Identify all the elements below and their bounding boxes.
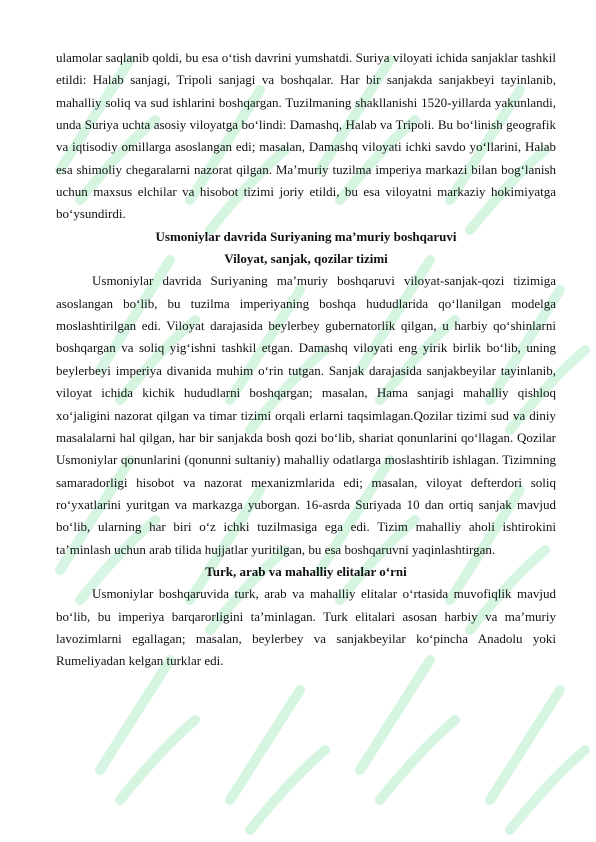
paragraph-elites: Usmoniylar boshqaruvida turk, arab va mahalliy elitalar o‘rtasida muvofiqlik mavjud bo‘lib, bu imperiya barqarorligini ta’minlagan. Turk elitalari asosan harbiy va ma’muriy lavozimlarni egallagan; masalan, beylerbey va sanjakbeyilar ko‘pincha Anadolu yoki Rumeliyadan kelgan turklar edi. xyxy=(56,586,556,669)
watermark-stroke xyxy=(100,660,195,800)
section-heading: Usmoniylar davrida Suriyaning ma’muriy boshqaruvi xyxy=(155,228,457,244)
paragraph-administration: Usmoniylar davrida Suriyaning ma’muriy boshqaruvi viloyat-sanjak-qozi tizimiga asoslangan bo‘lib, bu tuzilma imperiyaning boshqa hududlarida qo‘llanilgan modelga moslashtirilgan edi. Viloyat darajasida beylerbey gubernatorlik qilgan, u harbiy qo‘shinlarni boshqargan va soliq yig‘ishni tashkil etgan. Damashq viloyati eng yirik birlik bo‘lib, uning beylerbeyi imperiya divanida muhim o‘rin tutgan. Sanjak darajasida sanjakbeyilar tayinlanib, viloyat ichida kichik hududlarni boshqargan; masalan, Hama sanjagi mahalliy qishloq xo‘jaligini nazorat qilgan va timar tizimi orqali erlarni taqsimlagan.Qozilar tizimi sud va diniy masalalarni hal qilgan, har bir sanjakda bosh qozi bo‘lib, shariat qonunlarini qo‘llagan. Qozilar Usmoniylar qonunlarini (qonunni sultaniy) mahalliy odatlarga moslashtirib ishlagan. Tizimning samaradorligi hisobot va nazorat mexanizmlarida edi; masalan, viloyat defterdori soliq ro‘yxatlarini yuritgan va markazga yuborgan. 16-asrda Suriyada 10 dan ortiq sanjak mavjud bo‘lib, ularning har biri o‘z ichki tuzilmasiga ega edi. Tizim mahalliy aholi ishtirokini ta’minlash uchun arab tilida hujjatlar yuritilgan, bu esa boshqaruvni yaqinlashtirgan. xyxy=(56,273,556,557)
subsection-heading-system: Viloyat, sanjak, qozilar tizimi xyxy=(224,251,388,267)
document-body xyxy=(56,47,556,673)
watermark-stroke xyxy=(360,660,455,800)
paragraph-intro: ulamolar saqlanib qoldi, bu esa o‘tish davrini yumshatdi. Suriya viloyati ichida sanjaklar tashkil etildi: Halab sanjagi, Tripoli sanjagi va boshqalar. Har bir sanjakda sanjakbeyi tayinlanib, mahalliy soliq va sud ishlarini boshqargan. Tuzilmaning shakllanishi 1520-yillarda yakunlandi, unda Suriya uchta asosiy viloyatga bo‘lindi: Damashq, Halab va Tripoli. Bu bo‘linish geografik va iqtisodiy omillarga asoslangan edi; masalan, Damashq viloyati ichki savdo yo‘llarini, Halab esa shimoliy chegaralarni nazorat qilgan. Ma’muriy tuzilma imperiya markazi bilan bog‘lanish uchun maxsus elchilar va hisobot tizimi joriy etildi, bu esa viloyatni markaziy hokimiyatga bo‘ysundirdi. xyxy=(56,50,556,222)
subsection-heading-elites: Turk, arab va mahalliy elitalar o‘rni xyxy=(205,563,407,579)
watermark-stroke xyxy=(230,690,325,830)
watermark-stroke xyxy=(490,690,585,830)
